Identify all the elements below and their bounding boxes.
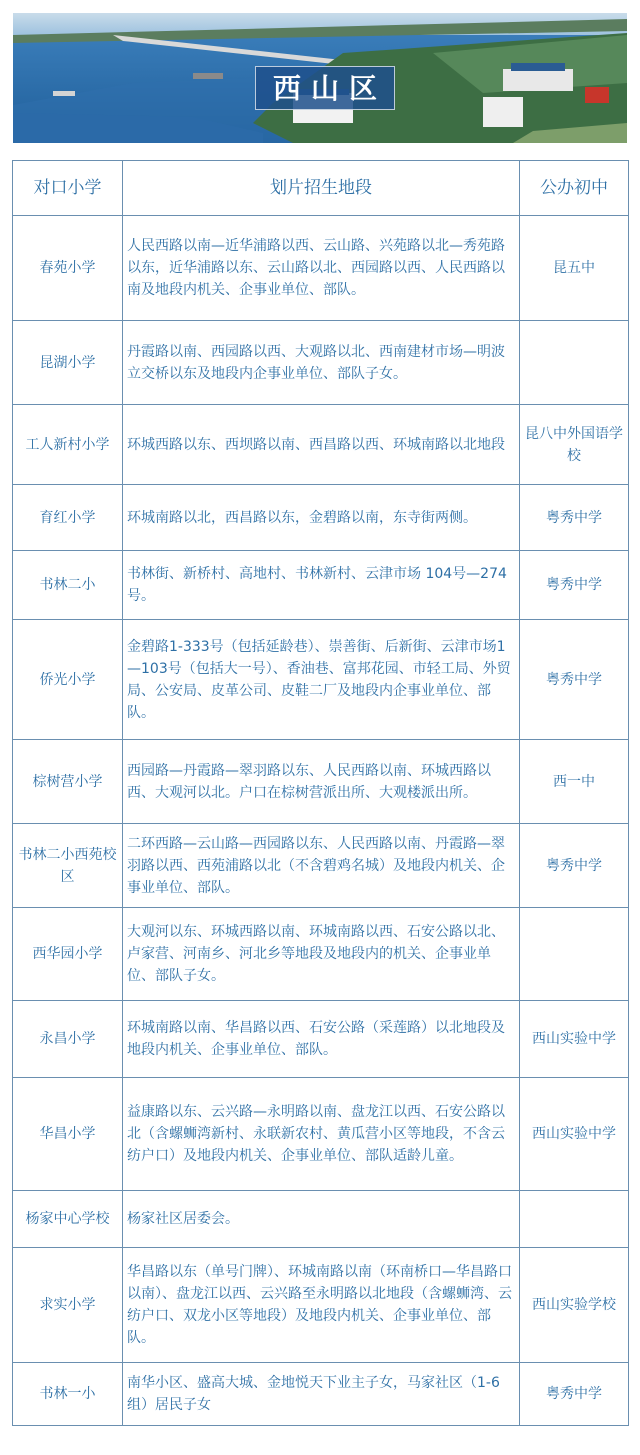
table-row (13, 908, 629, 1001)
table-row (13, 620, 629, 740)
middle-school-cell: 粤秀中学 (520, 1363, 629, 1426)
primary-school-cell: 书林二小 (13, 551, 123, 620)
primary-school-cell: 昆湖小学 (13, 321, 123, 405)
enrollment-area-cell: 金碧路1-333号（包括延龄巷）、崇善街、后新街、云津市场1—103号（包括大一号）、香油巷、富邦花园、市轻工局、外贸局、公安局、皮革公司、皮鞋二厂及地段内企事业单位、部队。 (123, 620, 520, 740)
enrollment-area-cell: 南华小区、盛高大城、金地悦天下业主子女，马家社区（1-6组）居民子女 (123, 1363, 520, 1426)
table-row (13, 405, 629, 485)
primary-school-cell: 求实小学 (13, 1248, 123, 1363)
middle-school-cell: 西山实验中学 (520, 1001, 629, 1078)
primary-school-cell: 西华园小学 (13, 908, 123, 1001)
middle-school-cell: 昆八中外国语学校 (520, 405, 629, 485)
primary-school-cell: 春苑小学 (13, 216, 123, 321)
middle-school-cell (520, 321, 629, 405)
primary-school-cell: 永昌小学 (13, 1001, 123, 1078)
table-row (13, 216, 629, 321)
enrollment-area-cell: 书林街、新桥村、高地村、书林新村、云津市场 104号—274号。 (123, 551, 520, 620)
table-row (13, 1248, 629, 1363)
primary-school-cell: 棕树营小学 (13, 740, 123, 824)
enrollment-area-cell: 丹霞路以南、西园路以西、大观路以北、西南建材市场—明波立交桥以东及地段内企事业单位、部队子女。 (123, 321, 520, 405)
middle-school-cell (520, 1191, 629, 1248)
middle-school-cell: 粤秀中学 (520, 485, 629, 551)
enrollment-area-cell: 益康路以东、云兴路—永明路以南、盘龙江以西、石安公路以北（含螺蛳湾新村、永联新农村、黄瓜营小区等地段，不含云纺户口）及地段内机关、企事业单位、部队适龄儿童。 (123, 1078, 520, 1191)
enrollment-area-cell: 华昌路以东（单号门牌）、环城南路以南（环南桥口—华昌路口以南）、盘龙江以西、云兴路至永明路以北地段（含螺蛳湾、云纺户口、双龙小区等地段）及地段内机关、企事业单位、部队。 (123, 1248, 520, 1363)
primary-school-cell: 工人新村小学 (13, 405, 123, 485)
district-title: 西山区 (255, 66, 395, 110)
table-row (13, 1001, 629, 1078)
table-row (13, 1078, 629, 1191)
middle-school-cell (520, 908, 629, 1001)
enrollment-area-cell: 环城南路以南、华昌路以西、石安公路（采莲路）以北地段及地段内机关、企事业单位、部队。 (123, 1001, 520, 1078)
table-row (13, 1191, 629, 1248)
enrollment-area-cell: 杨家社区居委会。 (123, 1191, 520, 1248)
enrollment-area-cell: 二环西路—云山路—西园路以东、人民西路以南、丹霞路—翠羽路以西、西苑浦路以北（不含碧鸡名城）及地段内机关、企事业单位、部队。 (123, 824, 520, 908)
primary-school-cell: 书林二小西苑校区 (13, 824, 123, 908)
table-row (13, 1363, 629, 1426)
header-enrollment-area: 划片招生地段 (123, 161, 520, 216)
enrollment-area-cell: 环城西路以东、西坝路以南、西昌路以西、环城南路以北地段 (123, 405, 520, 485)
middle-school-cell: 西山实验中学 (520, 1078, 629, 1191)
primary-school-cell: 育红小学 (13, 485, 123, 551)
header-banner (13, 13, 627, 143)
table-row (13, 740, 629, 824)
middle-school-cell: 西一中 (520, 740, 629, 824)
table-row (13, 824, 629, 908)
primary-school-cell: 华昌小学 (13, 1078, 123, 1191)
primary-school-cell: 杨家中心学校 (13, 1191, 123, 1248)
table-header-row (13, 161, 629, 216)
enrollment-area-cell: 大观河以东、环城西路以南、环城南路以西、石安公路以北、卢家营、河南乡、河北乡等地段及地段内的机关、企事业单位、部队子女。 (123, 908, 520, 1001)
enrollment-area-cell: 环城南路以北，西昌路以东，金碧路以南，东寺街两侧。 (123, 485, 520, 551)
enrollment-area-cell: 西园路—丹霞路—翠羽路以东、人民西路以南、环城西路以西、大观河以北。户口在棕树营派出所、大观楼派出所。 (123, 740, 520, 824)
table-row (13, 485, 629, 551)
middle-school-cell: 粤秀中学 (520, 620, 629, 740)
enrollment-area-cell: 人民西路以南—近华浦路以西、云山路、兴苑路以北—秀苑路以东，近华浦路以东、云山路以北、西园路以西、人民西路以南及地段内机关、企事业单位、部队。 (123, 216, 520, 321)
table-row (13, 321, 629, 405)
middle-school-cell: 粤秀中学 (520, 824, 629, 908)
table-row (13, 551, 629, 620)
primary-school-cell: 侨光小学 (13, 620, 123, 740)
middle-school-cell: 粤秀中学 (520, 551, 629, 620)
primary-school-cell: 书林一小 (13, 1363, 123, 1426)
middle-school-cell: 西山实验学校 (520, 1248, 629, 1363)
enrollment-zone-table (12, 160, 629, 1426)
header-middle-school: 公办初中 (520, 161, 629, 216)
middle-school-cell: 昆五中 (520, 216, 629, 321)
header-primary-school: 对口小学 (13, 161, 123, 216)
